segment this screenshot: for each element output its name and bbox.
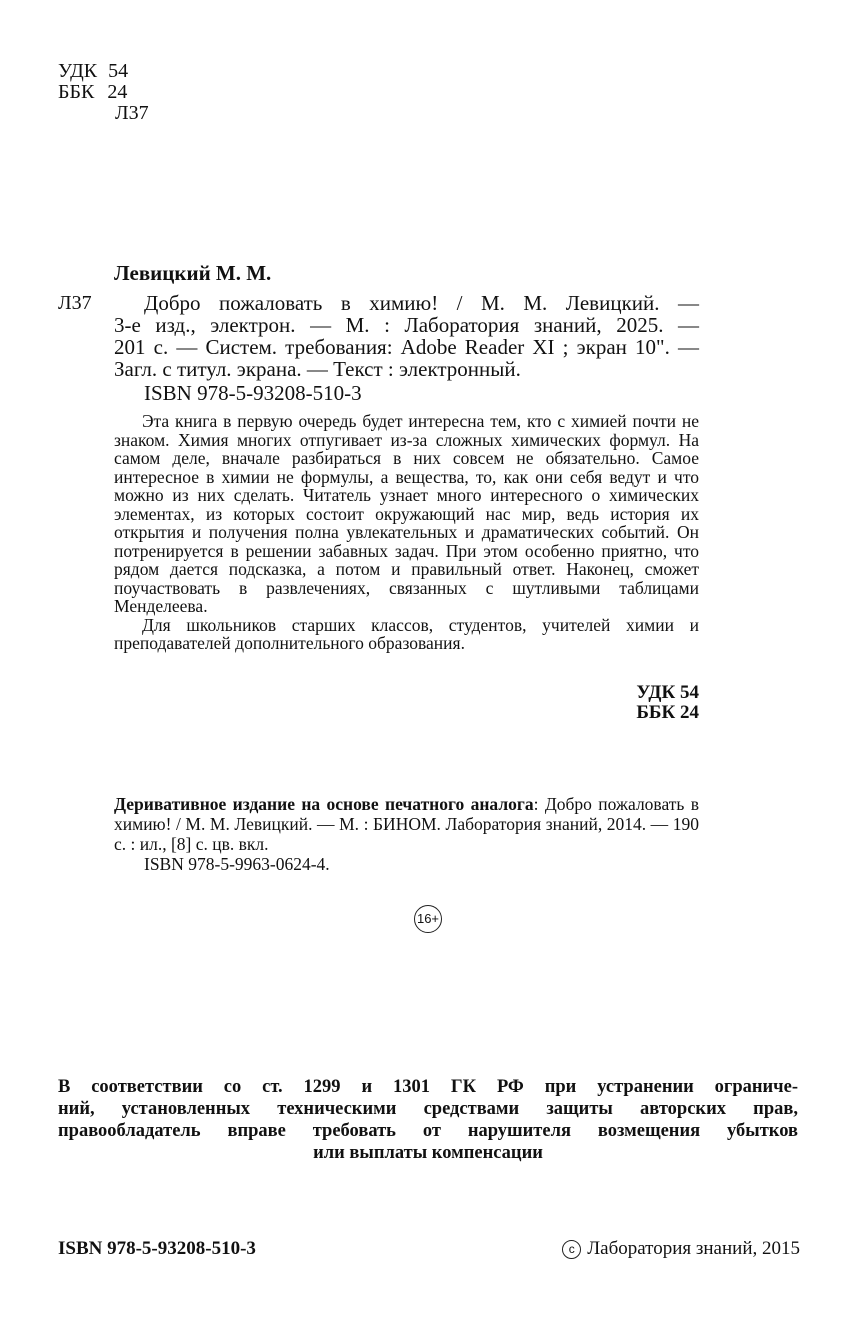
bbk-code: ББК 24 [58,81,128,103]
legal-line: В соответствии со ст. 1299 и 1301 ГК РФ при устранении ограниче- [58,1077,798,1097]
legal-notice [58,1076,798,1164]
citation-line: 3-е изд., электрон. — М. : Лаборатория знаний, 2025. — [114,313,699,337]
legal-line: или выплаты компенсации [313,1143,543,1163]
derivative-text [114,794,699,854]
abstract-paragraph: Эта книга в первую очередь будет интересна тем, кто с химией почти не знаком. Химия многих отпугивает из-за сложных химических формул. На самом деле, вначале разбираться в них совсем не обязательно. Самое интересное в химии не формулы, а вещества, то, как они себя ведут и что можно из них сделать. Читатель узнает много интересного о химических элементах, из которых состоит окружающий нас мир, ведь история их открытия и получения полна увлекательных и драматических событий. Он потренируется в решении забавных задач. При этом особенно приятно, что рядом дается подсказка, а потом и правильный ответ. Наконец, сможет поучаствовать в развлечениях, связанных с шутливыми таблицами Менделеева. [114,411,699,616]
age-rating-badge: 16+ [414,905,442,933]
abstract-udk: УДК 54 [636,682,699,703]
citation-block [114,292,699,404]
derivative-isbn: ISBN 978-5-9963-0624-4. [144,854,330,874]
author-sign-top: Л37 [115,102,149,124]
author-heading: Левицкий М. М. [114,261,272,285]
citation-isbn: ISBN 978-5-93208-510-3 [144,381,362,405]
audience-paragraph: Для школьников старших классов, студентов, учителей химии и преподавателей дополнительного образования. [114,614,699,653]
citation-line: Добро пожаловать в химию! / М. М. Левицкий. — [144,291,699,315]
legal-line: ний, установленных техническими средствами защиты авторских прав, [58,1099,798,1119]
copyright-text: Лаборатория знаний, 2015 [587,1238,800,1259]
citation-author-sign: Л37 [58,292,92,314]
derivative-details: : Добро пожаловать в химию! / М. М. Левицкий. — М. : БИНОМ. Лаборатория знаний, 2014. — 190 с. : ил., [8] с. цв. вкл. [114,794,700,854]
citation-line: 201 с. — Систем. требования: Adobe Reader XI ; экран 10". — [114,335,699,359]
legal-line: правообладатель вправе требовать от нарушителя возмещения убытков [58,1121,798,1141]
copyright-icon: c [562,1240,581,1259]
citation-line: Загл. с титул. экрана. — Текст : электронный. [114,357,521,381]
footer-copyright [520,1238,800,1260]
udk-code: УДК 54 [58,60,129,82]
abstract-block [114,412,699,653]
derivative-note [114,794,699,874]
derivative-lead: Деривативное издание на основе печатного аналога [114,794,534,814]
footer-isbn: ISBN 978-5-93208-510-3 [58,1238,256,1259]
abstract-bbk: ББК 24 [636,702,699,723]
